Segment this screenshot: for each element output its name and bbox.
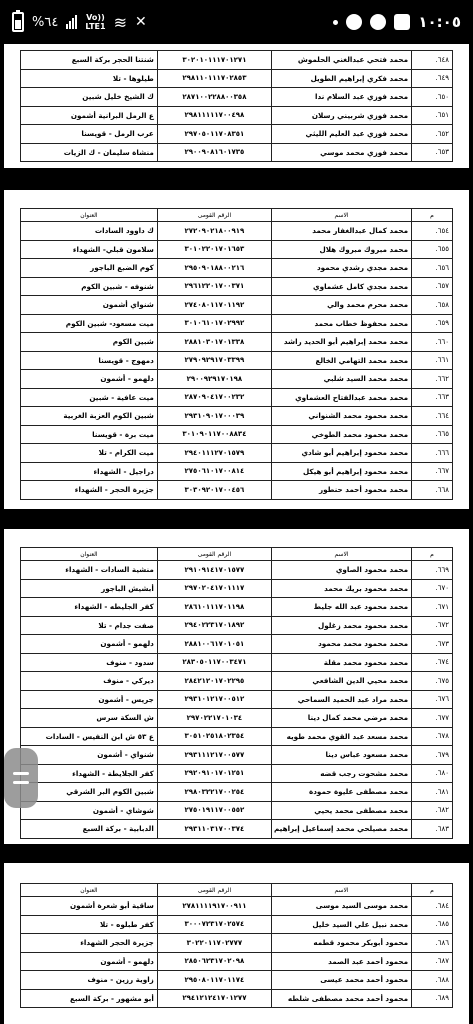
national-id: ٢٧٨١١١١٩١٧٠٠٩١١: [157, 897, 271, 916]
person-name: محمد محمود محمد الشنواني: [272, 407, 412, 426]
table-row: [21, 333, 453, 352]
row-number: ٦٦٤.: [412, 407, 453, 426]
row-number: ٦٨٧.: [412, 952, 453, 971]
row-number: ٦٨٠.: [412, 764, 453, 783]
football-icon: [346, 14, 362, 30]
status-bar: [0, 0, 473, 44]
table-row: [21, 106, 453, 125]
national-id: ٢٩٥٠٩٠١٨٨٠٠٢١٦: [157, 259, 271, 278]
person-name: محمد فوزي شربيني رسلان: [272, 106, 412, 125]
person-name: محمد محيي الدين الشافعي: [272, 672, 412, 691]
table-row: [21, 971, 453, 990]
national-id: ٢٨٧١٠٠٢٢٨٨٠٠٣٥٨: [157, 88, 271, 107]
national-id: ٢٩٧٠٢٢١٧٠١٠٣٤: [157, 709, 271, 728]
clock: ١٠:٠٥: [418, 13, 461, 31]
table-header-row: [21, 884, 453, 897]
address: دراجيل - الشهداء: [21, 462, 158, 481]
national-id: ٢٨٤٢١٢٠١٧٠٢٢٩٥: [157, 672, 271, 691]
person-name: محمد مرضي محمد كمال دينا: [272, 709, 412, 728]
row-number: ٦٧٩.: [412, 746, 453, 765]
row-number: ٦٥١.: [412, 106, 453, 125]
national-id: ٢٧٤٠٨٠١١٧٠١١٩٢: [157, 296, 271, 315]
address: ميت برة - قويسنا: [21, 425, 158, 444]
person-name: محمد مصيلحي محمد إسماعيل إبراهيم: [272, 820, 412, 839]
table-row: [21, 672, 453, 691]
person-name: محمد فوزي عبد العليم الليثي: [272, 125, 412, 144]
col-header-address: العنوان: [21, 884, 158, 897]
address: الدبابية - بركة السبع: [21, 820, 158, 839]
document-page-3: [4, 529, 469, 844]
address: شنواي - أشمون: [21, 746, 158, 765]
address: جزيرة الحجر الشهداء: [21, 934, 158, 953]
address: أبشيش الباجور: [21, 579, 158, 598]
person-name: محمد محمود أحمد حنطور: [272, 481, 412, 500]
national-id: ٢٩٣١١٠٣١٧٠٠٣٧٤: [157, 820, 271, 839]
person-name: محمد مبروك مبروك هلال: [272, 240, 412, 259]
person-name: محمد نبيل علي السيد خليل: [272, 915, 412, 934]
address: منشاة سليمان - ك الزيات: [21, 143, 158, 162]
address: دلهمو - أشمون: [21, 952, 158, 971]
person-name: محمد مراد عبد الحميد السماحي: [272, 690, 412, 709]
national-id: ٣٠٣٠٩٢٠١٧٠٠٤٥٦: [157, 481, 271, 500]
table-row: [21, 370, 453, 389]
row-number: ٦٨١.: [412, 783, 453, 802]
row-number: ٦٧٢.: [412, 616, 453, 635]
national-id: ٢٩٨١١٠١١١٧٠٢٨٥٣: [157, 69, 271, 88]
row-number: ٦٥٦.: [412, 259, 453, 278]
table-row: [21, 561, 453, 580]
row-number: ٦٨٩.: [412, 989, 453, 1008]
national-id: ٣٠٢٠١٠١١١٧٠١٢٧١: [157, 51, 271, 70]
notification-dot-icon: [333, 20, 338, 25]
table-row: [21, 240, 453, 259]
address: كفر الجلايطة - الشهداء: [21, 764, 158, 783]
table-header-row: [21, 548, 453, 561]
national-id: ٢٧٥٠١٩١١٧٠٠٥٥٢: [157, 801, 271, 820]
person-name: محمود أبوبكر محمود قطمه: [272, 934, 412, 953]
national-id: ٢٩٨٠٣٢٢١٧٠٠٢٥٤: [157, 783, 271, 802]
table-row: [21, 407, 453, 426]
row-number: ٦٤٨.: [412, 51, 453, 70]
address: دلهمو - أشمون: [21, 370, 158, 389]
national-id: ٢٨٦١٠١١١٧٠١١٩٨: [157, 598, 271, 617]
table-row: [21, 801, 453, 820]
person-name: محمد محمد السيد شلبي: [272, 370, 412, 389]
table-row: [21, 764, 453, 783]
address: ك الشيخ خليل شبين: [21, 88, 158, 107]
person-name: محمد فوزي عبد السلام ندا: [272, 88, 412, 107]
address: كوم الضبع الباجور: [21, 259, 158, 278]
person-name: محمد مشحوت رجب قضه: [272, 764, 412, 783]
col-header-no: م: [412, 209, 453, 222]
status-left: [12, 12, 147, 32]
national-id: ٢٩٣١٠٩٠١٧٠٠٠٣٩: [157, 407, 271, 426]
address: كفر طبلوه - تلا: [21, 915, 158, 934]
row-number: ٦٨٥.: [412, 915, 453, 934]
address: ش السكة سرس: [21, 709, 158, 728]
row-number: ٦٧٦.: [412, 690, 453, 709]
address: سدود - منوف: [21, 653, 158, 672]
address: ميت عافية - شبين: [21, 388, 158, 407]
address: شوشاي - أشمون: [21, 801, 158, 820]
national-id: ٢٧٩٠٩٢٩١٧٠٣٣٩٩: [157, 351, 271, 370]
mute-icon: ✕: [135, 14, 147, 30]
person-name: محمد محمود محمد الطوخي: [272, 425, 412, 444]
table-row: [21, 746, 453, 765]
address: جزيرة الحجر - الشهداء: [21, 481, 158, 500]
address: شنتنا الحجر بركة السبع: [21, 51, 158, 70]
row-number: ٦٥٠.: [412, 88, 453, 107]
person-name: محمد محرم محمد والي: [272, 296, 412, 315]
address: شبين الكوم البر الشرقي: [21, 783, 158, 802]
person-name: محمد مسعد عبد القوي محمد طويه: [272, 727, 412, 746]
table-row: [21, 934, 453, 953]
row-number: ٦٥٤.: [412, 222, 453, 241]
col-header-no: م: [412, 548, 453, 561]
national-id: ٢٩٧٠٥٠١١٧٠٨٣٥١: [157, 125, 271, 144]
table-row: [21, 783, 453, 802]
address: كفر الجليطه - الشهداء: [21, 598, 158, 617]
address: ك داوود السادات: [21, 222, 158, 241]
person-name: محمد كمال عبدالغفار محمد: [272, 222, 412, 241]
names-table-3: [20, 547, 453, 839]
address: عرب الرمل - قويسنا: [21, 125, 158, 144]
national-id: ٢٨٣٠٥٠١١٧٠٠٣٤٧١: [157, 653, 271, 672]
document-page-1: [4, 44, 469, 168]
national-id: ٢٩٤٠٢٢٣١٧٠١٨٩٢: [157, 616, 271, 635]
table-row: [21, 481, 453, 500]
table-row: [21, 88, 453, 107]
national-id: ٢٩٦١٢٢٠١٧٠٠٣٧١: [157, 277, 271, 296]
table-row: [21, 616, 453, 635]
table-row: [21, 690, 453, 709]
national-id: ٣٠١٠٢٢٠١٧٠١٦٥٣: [157, 240, 271, 259]
row-number: ٦٨٨.: [412, 971, 453, 990]
address: جريس - أشمون: [21, 690, 158, 709]
table-row: [21, 444, 453, 463]
col-header-address: العنوان: [21, 209, 158, 222]
table-row: [21, 222, 453, 241]
row-number: ٦٨٣.: [412, 820, 453, 839]
names-table-2: [20, 208, 453, 500]
document-page-2: [4, 190, 469, 509]
network-label-1: Vo)): [86, 13, 105, 22]
table-row: [21, 314, 453, 333]
address: شنواي أشمون: [21, 296, 158, 315]
handle-line-icon: [13, 772, 29, 775]
national-id: ٢٩٤٠١١١٢٧٠١٥٧٩: [157, 444, 271, 463]
address: طيلوها - تلا: [21, 69, 158, 88]
row-number: ٦٧٤.: [412, 653, 453, 672]
network-label-2: LTE1: [85, 22, 106, 31]
table-row: [21, 351, 453, 370]
person-name: محمد فوزي محمد موسي: [272, 143, 412, 162]
national-id: ٢٩٠٠٩٠٨١٦٠١٧٣٥: [157, 143, 271, 162]
national-id: ٣٠٠٠٧٢٣١٧٠٢٥٧٤: [157, 915, 271, 934]
person-name: محمد محمود إبراهيم أبو هيكل: [272, 462, 412, 481]
table-row: [21, 635, 453, 654]
address: ع ٥٣ ش ابن النفيس - السادات: [21, 727, 158, 746]
row-number: ٦٥٨.: [412, 296, 453, 315]
address: ساقية أبو شعرة أشمون: [21, 897, 158, 916]
names-table-1: [20, 50, 453, 162]
row-number: ٦٨٦.: [412, 934, 453, 953]
col-header-no: م: [412, 884, 453, 897]
address: أبو مشهور - بركة السبع: [21, 989, 158, 1008]
table-row: [21, 653, 453, 672]
address: شبين الكوم العزبة الغربية: [21, 407, 158, 426]
table-row: [21, 579, 453, 598]
person-name: محمد مسعود عباس دينا: [272, 746, 412, 765]
person-name: محمود أحمد محمد مصطفى شلطه: [272, 989, 412, 1008]
row-number: ٦٦٠.: [412, 333, 453, 352]
row-number: ٦٦٦.: [412, 444, 453, 463]
col-header-name: الاسم: [272, 209, 412, 222]
person-name: محمد محفوظ خطاب محمد: [272, 314, 412, 333]
table-row: [21, 51, 453, 70]
row-number: ٦٧٥.: [412, 672, 453, 691]
row-number: ٦٦٢.: [412, 370, 453, 389]
row-number: ٦٧١.: [412, 598, 453, 617]
table-row: [21, 462, 453, 481]
row-number: ٦٤٩.: [412, 69, 453, 88]
address: سلامون قبلي- الشهداء: [21, 240, 158, 259]
col-header-id: الرقم القومى: [157, 548, 271, 561]
person-name: محمد مجدي رشدي محمود: [272, 259, 412, 278]
table-row: [21, 259, 453, 278]
signal-icon: [66, 15, 77, 29]
national-id: ٢٩٤١٢١٢٤١٧٠١٢٧٧: [157, 989, 271, 1008]
national-id: ٢٩٥٠٨٠١١٧٠١١٧٤: [157, 971, 271, 990]
address: منشية السادات - الشهداء: [21, 561, 158, 580]
person-name: محمد فكري إبراهيم الطويل: [272, 69, 412, 88]
person-name: محمد مصطفى عليوة حمودة: [272, 783, 412, 802]
table-row: [21, 820, 453, 839]
battery-percent: %٦٤: [32, 14, 59, 30]
lte-icon: [85, 13, 105, 31]
table-row: [21, 425, 453, 444]
row-number: ٦٥٢.: [412, 125, 453, 144]
address: ع الرمل البرانية أشمون: [21, 106, 158, 125]
address: دلهمو - أشمون: [21, 635, 158, 654]
person-name: محمد مصطفى محمد يحيي: [272, 801, 412, 820]
person-name: محمد محمد عبدالفتاح العشماوي: [272, 388, 412, 407]
status-right: [333, 13, 461, 31]
col-header-name: الاسم: [272, 884, 412, 897]
names-table-4: [20, 883, 453, 1008]
national-id: ٢٨٥٠٦٢٣١٧٠٢٠٩٨: [157, 952, 271, 971]
national-id: ٢٨٧٠٩٠٤١٧٠٠٢٣٢: [157, 388, 271, 407]
table-row: [21, 598, 453, 617]
address: شنوفه - شبين الكوم: [21, 277, 158, 296]
national-id: ٢٩٣١٠١٢١٧٠٠٥١٢: [157, 690, 271, 709]
person-name: محمود أحمد محمد عيسى: [272, 971, 412, 990]
row-number: ٦٧٧.: [412, 709, 453, 728]
col-header-id: الرقم القومى: [157, 884, 271, 897]
national-id: ٢٩٨١١١١١٧٠٠٤٩٨: [157, 106, 271, 125]
person-name: محمد محمود الصاوي: [272, 561, 412, 580]
national-id: ٣٠٥١٠٢٥١٨٠٢٣٥٤: [157, 727, 271, 746]
row-number: ٦٥٧.: [412, 277, 453, 296]
document-page-4: [4, 863, 469, 1024]
address: ميت الكرام - تلا: [21, 444, 158, 463]
handle-line-icon: [13, 781, 29, 784]
person-name: محمد مجدي كامل عشماوي: [272, 277, 412, 296]
national-id: ٢٨٨١٠٠٦١٧٠١٠٥١: [157, 635, 271, 654]
address: ديركي - منوف: [21, 672, 158, 691]
table-row: [21, 915, 453, 934]
row-number: ٦٧٨.: [412, 727, 453, 746]
person-name: محمد محمود محمد محمود: [272, 635, 412, 654]
person-name: محمد محمد إبراهيم أبو الحديد راشد: [272, 333, 412, 352]
national-id: ٣٠١٠٩٠١١٧٠٠٨٨٣٤: [157, 425, 271, 444]
row-number: ٦٦٥.: [412, 425, 453, 444]
row-number: ٦٦٣.: [412, 388, 453, 407]
row-number: ٦٥٥.: [412, 240, 453, 259]
national-id: ٢٩٢٠٩١٠١٧٠١٢٥١: [157, 764, 271, 783]
person-name: محمد موسى السيد موسى: [272, 897, 412, 916]
address: دمهوج - قويسنا: [21, 351, 158, 370]
address: زاوية رزين - منوف: [21, 971, 158, 990]
national-id: ٣٠١٠٦١٠١٧٠٢٩٩٢: [157, 314, 271, 333]
national-id: ٢٩٠٠٩٢٩١٧٠١٩٨: [157, 370, 271, 389]
wifi-icon: ≋: [113, 12, 127, 32]
table-row: [21, 143, 453, 162]
person-name: محمد محمود عبد الله جليط: [272, 598, 412, 617]
national-id: ٣٠٢٢٠١١٧٠٢٧٧٧: [157, 934, 271, 953]
person-name: محمد محمود محمد زغلول: [272, 616, 412, 635]
table-row: [21, 709, 453, 728]
row-number: ٦٦٨.: [412, 481, 453, 500]
table-row: [21, 125, 453, 144]
person-name: محمد محمد التهامي الخالع: [272, 351, 412, 370]
national-id: ٢٩٧٠٢٠٤١٧٠١١١٧: [157, 579, 271, 598]
person-name: محمود أحمد عبد الصمد: [272, 952, 412, 971]
address: ميت مسعود- شبين الكوم: [21, 314, 158, 333]
national-id: ٢٧٢٠٩٠٢١٨٠٠٩١٩: [157, 222, 271, 241]
row-number: ٦٦٩.: [412, 561, 453, 580]
table-row: [21, 277, 453, 296]
national-id: ٢٧٥٠٦١٠١٧٠٠٨١٤: [157, 462, 271, 481]
row-number: ٦٦١.: [412, 351, 453, 370]
whatsapp-icon: [370, 14, 386, 30]
table-row: [21, 952, 453, 971]
col-header-name: الاسم: [272, 548, 412, 561]
row-number: ٦٧٠.: [412, 579, 453, 598]
col-header-id: الرقم القومى: [157, 209, 271, 222]
table-row: [21, 388, 453, 407]
address: صفت جدام - تلا: [21, 616, 158, 635]
national-id: ٢٨٨١٠٣٠١٧٠١٣٣٨: [157, 333, 271, 352]
person-name: محمد محمود بريك محمد: [272, 579, 412, 598]
gallery-icon: [394, 14, 410, 30]
person-name: محمد محمود محمد مقلة: [272, 653, 412, 672]
table-row: [21, 989, 453, 1008]
row-number: ٦٦٧.: [412, 462, 453, 481]
row-number: ٦٨٤.: [412, 897, 453, 916]
national-id: ٢٩١٠٩١٤١٧٠١٥٧٧: [157, 561, 271, 580]
table-header-row: [21, 209, 453, 222]
table-row: [21, 296, 453, 315]
national-id: ٢٩٣١١١٢١٧٠٠٥٧٧: [157, 746, 271, 765]
table-row: [21, 897, 453, 916]
row-number: ٦٥٩.: [412, 314, 453, 333]
battery-icon: [12, 12, 24, 32]
row-number: ٦٨٢.: [412, 801, 453, 820]
row-number: ٦٥٣.: [412, 143, 453, 162]
table-row: [21, 69, 453, 88]
address: شبين الكوم: [21, 333, 158, 352]
side-panel-handle[interactable]: [4, 748, 38, 808]
row-number: ٦٧٣.: [412, 635, 453, 654]
col-header-address: العنوان: [21, 548, 158, 561]
person-name: محمد محمود إبراهيم أبو شادي: [272, 444, 412, 463]
person-name: محمد فتحي عبدالغني الحلموش: [272, 51, 412, 70]
table-row: [21, 727, 453, 746]
